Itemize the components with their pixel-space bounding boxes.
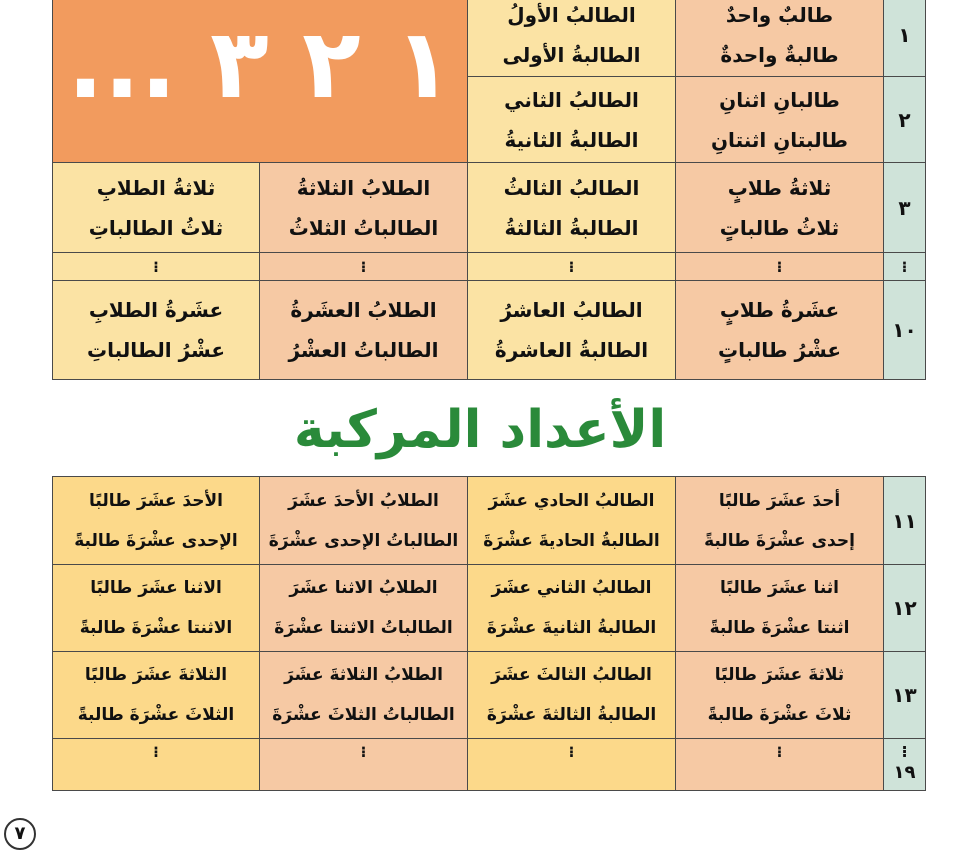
simple-numbers-table [52, 0, 926, 380]
cell-line: الطالبةُ العاشرةُ [494, 338, 649, 362]
ordinal-cell [468, 163, 676, 253]
row-number: ١١ [884, 477, 926, 565]
cell-line: الطالباتُ العشْرُ [288, 338, 439, 362]
cell-line: عشَرةُ الطلابِ [88, 298, 224, 322]
table-row [53, 253, 926, 281]
cell-line: الطالبةُ الثالثةُ [504, 215, 639, 240]
page-number: ٧ [4, 818, 36, 850]
ellipsis-cell: ⁝ [260, 253, 468, 281]
cardinal-cell [676, 163, 884, 253]
row-number: ٢ [884, 77, 926, 163]
cardinal-cell [676, 565, 884, 652]
cell-line: الطالبُ الأولُ [507, 2, 636, 27]
banner-numbers: ١ ٢ ٣ ... [67, 8, 453, 120]
cell-line: ثلاثُ الطالباتِ [88, 215, 224, 240]
cell-line: الطالبةُ الثالثةَ عشْرَةَ [486, 705, 657, 725]
table-row [53, 0, 926, 77]
cell-line: الطلابُ الاثنا عشَرَ [289, 578, 438, 598]
cell-line: الأحدَ عشَرَ طالبًا [89, 490, 223, 511]
cell-line: الطالبةُ الثانيةُ [504, 127, 639, 152]
section-heading: الأعداد المركبة [293, 400, 667, 460]
cell-line: الطالبةُ الأولى [502, 42, 641, 67]
cardinal-cell [676, 281, 884, 380]
cell-line: إحدى عشْرَةَ طالبةً [704, 530, 855, 551]
cardinal-cell [676, 77, 884, 163]
cell [260, 281, 468, 380]
cell-line: الطلابُ الثلاثةَ عشَرَ [284, 665, 443, 685]
cell-line: عشَرةُ طلابٍ [719, 298, 840, 322]
ordinal-cell [468, 652, 676, 739]
ellipsis-cell: ⁝ [53, 739, 260, 791]
numbers-banner [53, 0, 468, 163]
row-number: ⁝ ١٩ [884, 739, 926, 791]
row-number: ⁝ [884, 253, 926, 281]
cell-line: الطلابُ العشَرةُ [290, 298, 437, 322]
cell-line: الطلابُ الثلاثةُ [296, 175, 431, 200]
cell-line: الطالباتُ الاثنتا عشْرَةَ [274, 618, 453, 638]
cell-line: الطالبةُ الثانيةَ عشْرَةَ [486, 618, 657, 638]
row-number: ١ [884, 0, 926, 77]
cardinal-cell [676, 477, 884, 565]
cell-line: الثلاثَ عشْرَةَ طالبةً [77, 705, 235, 725]
cell [260, 477, 468, 565]
cell-line: عشْرُ طالباتٍ [717, 338, 842, 362]
compound-numbers-table [52, 476, 926, 791]
cell-line: الطالبةُ الحاديةَ عشْرَةَ [483, 530, 660, 551]
table-row [53, 565, 926, 652]
ellipsis-cell: ⁝ [260, 739, 468, 791]
cell-line: ثلاثةَ عشَرَ طالبًا [714, 665, 845, 685]
ordinal-cell [468, 477, 676, 565]
table-row [53, 281, 926, 380]
cell-line: ثلاثةُ الطلابِ [96, 175, 216, 200]
cell [53, 565, 260, 652]
cell [53, 477, 260, 565]
cell-line: طالبتانِ اثنتانِ [710, 127, 848, 152]
cell-line: طالبانِ اثنانِ [719, 87, 840, 112]
cell-line: الطالبُ العاشرُ [500, 298, 643, 322]
ellipsis-cell: ⁝ [53, 253, 260, 281]
cell [53, 281, 260, 380]
cell-line: اثنا عشَرَ طالبًا [720, 578, 839, 598]
cell-line: ثلاثَ عشْرَةَ طالبةً [707, 705, 852, 725]
ordinal-cell [468, 281, 676, 380]
cell [260, 565, 468, 652]
cell-line: الإحدى عشْرَةَ طالبةً [74, 530, 238, 551]
cell-line: اثنتا عشْرَةَ طالبةً [709, 618, 850, 638]
cell-line: الطلابُ الأحدَ عشَرَ [288, 490, 439, 511]
row-number: ١٠ [884, 281, 926, 380]
cell-line: الطالباتُ الثلاثُ [288, 215, 439, 240]
cell-line: طالبةٌ واحدةٌ [720, 42, 839, 67]
cell-line: عشْرُ الطالباتِ [86, 338, 226, 362]
cell-line: ثلاثُ طالباتٍ [719, 215, 840, 240]
cell-line: الثلاثةَ عشَرَ طالبًا [84, 665, 228, 685]
ellipsis-cell: ⁝ [468, 253, 676, 281]
cell-line: الطالبُ الثاني عشَرَ [491, 578, 652, 598]
cell-line: الاثنا عشَرَ طالبًا [90, 578, 222, 598]
table-row [53, 163, 926, 253]
ordinal-cell [468, 565, 676, 652]
cell-line: الطالبُ الثاني [504, 87, 639, 112]
ellipsis-cell: ⁝ [468, 739, 676, 791]
cell [260, 652, 468, 739]
row-number: ١٣ [884, 652, 926, 739]
cardinal-cell [676, 0, 884, 77]
table-row [53, 652, 926, 739]
ellipsis-cell: ⁝ [676, 739, 884, 791]
cell-line: طالبٌ واحدٌ [725, 2, 834, 27]
cell-line: الطالبُ الثالثُ [503, 175, 640, 200]
cell [53, 652, 260, 739]
cardinal-cell [676, 652, 884, 739]
cell-line: الطالباتُ الثلاثَ عشْرَةَ [272, 705, 455, 725]
row-number: ١٢ [884, 565, 926, 652]
cell-line: الطالبُ الثالثَ عشَرَ [491, 665, 652, 685]
table-row [53, 477, 926, 565]
table-row [53, 739, 926, 791]
cell-line: الطالبُ الحادي عشَرَ [488, 490, 655, 511]
cell-line: ثلاثةُ طلابٍ [727, 175, 832, 200]
row-number: ٣ [884, 163, 926, 253]
ordinal-cell [468, 77, 676, 163]
cell-line: أحدَ عشَرَ طالبًا [718, 490, 841, 511]
cell-line: الطالباتُ الإحدى عشْرَةَ [268, 530, 459, 551]
cell [53, 163, 260, 253]
cell [260, 163, 468, 253]
ellipsis-cell: ⁝ [676, 253, 884, 281]
ordinal-cell [468, 0, 676, 77]
cell-line: الاثنتا عشْرَةَ طالبةً [79, 618, 233, 638]
